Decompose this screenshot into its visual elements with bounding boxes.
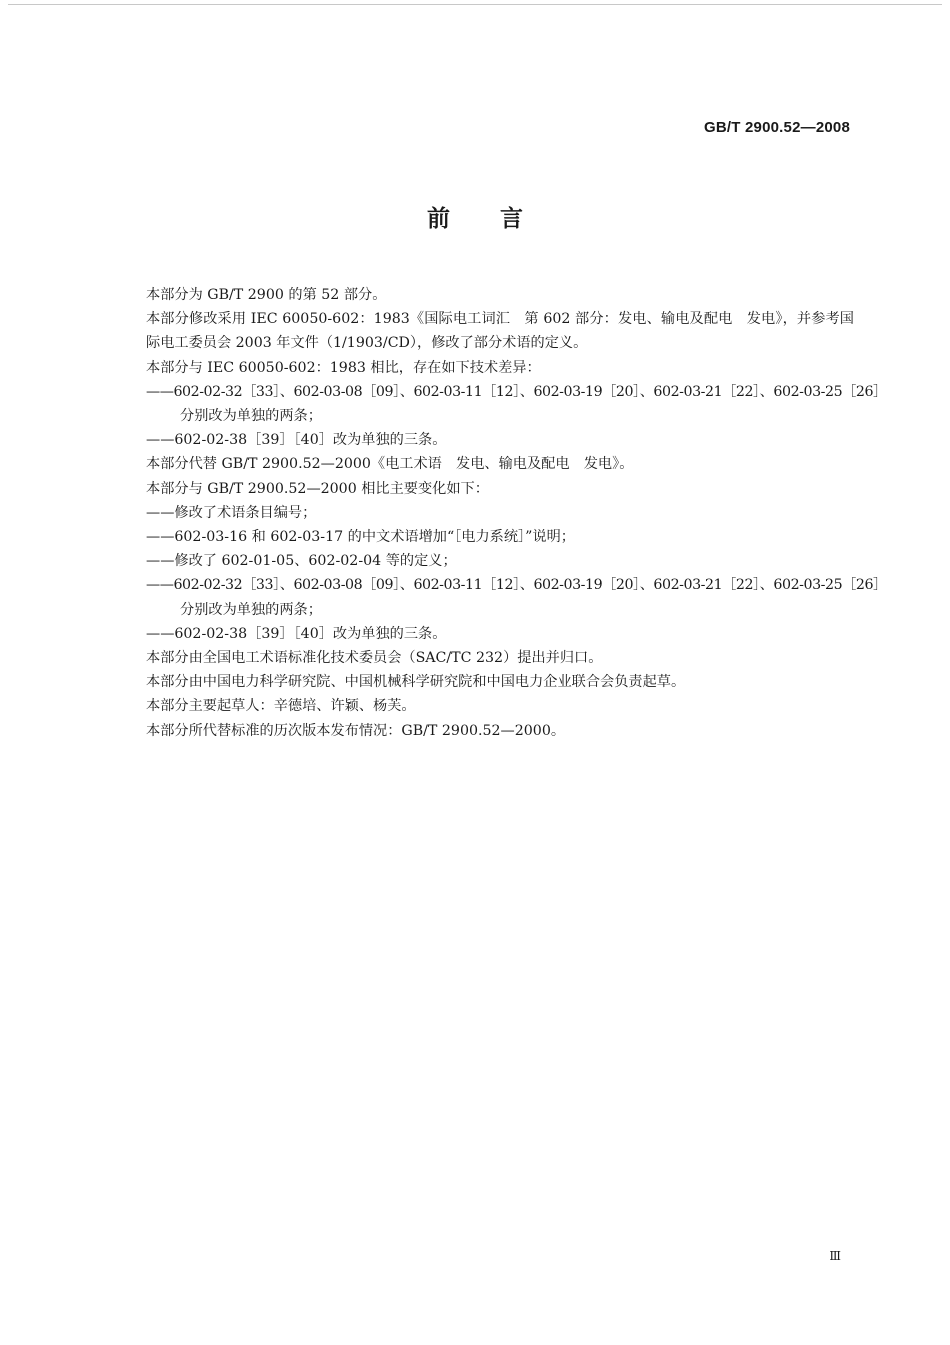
page-number: Ⅲ <box>829 1249 842 1263</box>
list-item: ——修改了 602-01-05、602-02-04 等的定义； <box>146 553 457 570</box>
paragraph: 本部分为 GB/T 2900 的第 52 部分。 <box>146 287 387 303</box>
paragraph: 本部分与 GB/T 2900.52—2000 相比主要变化如下： <box>146 480 489 497</box>
paragraph: 本部分所代替标准的历次版本发布情况：GB/T 2900.52—2000。 <box>146 722 566 739</box>
paragraph: 本部分由全国电工术语标准化技术委员会（SAC/TC 232）提出并归口。 <box>146 650 603 667</box>
list-item: ——602-02-38［39］［40］改为单独的三条。 <box>146 625 447 642</box>
page-title: 前言 <box>427 205 573 232</box>
paragraph: 本部分由中国电力科学研究院、中国机械科学研究院和中国电力企业联合会负责起草。 <box>146 674 686 691</box>
list-item-continuation: 分别改为单独的两条； <box>180 408 322 425</box>
paragraph: 本部分代替 GB/T 2900.52—2000《电工术语 发电、输电及配电 发电》。 <box>146 456 634 473</box>
page-top-rule <box>8 4 942 5</box>
paragraph: 本部分与 IEC 60050-602：1983 相比，存在如下技术差异： <box>146 359 541 376</box>
list-item: ——修改了术语条目编号； <box>146 504 317 521</box>
foreword-body <box>114 283 887 743</box>
list-item: ——602-03-16 和 602-03-17 的中文术语增加“［电力系统］”说明； <box>146 529 575 546</box>
paragraph: 本部分主要起草人：辛德培、许颖、杨芙。 <box>146 698 416 715</box>
standard-code: GB/T 2900.52—2008 <box>704 119 850 136</box>
list-item: ——602-02-32［33］、602-03-08［09］、602-03-11［12］、602-03-19［20］、602-03-21［22］、602-03-25［26］ <box>146 577 887 594</box>
paragraph: 本部分修改采用 IEC 60050-602：1983《国际电工词汇 第 602 部分：发电、输电及配电 发电》，并参考国际电工委员会 2003 年文件（1/1903/CD），修改了部分术语的定义。 <box>146 311 854 352</box>
list-item: ——602-02-32［33］、602-03-08［09］、602-03-11［12］、602-03-19［20］、602-03-21［22］、602-03-25［26］ <box>146 383 887 400</box>
list-item: ——602-02-38［39］［40］改为单独的三条。 <box>146 432 447 449</box>
list-item-continuation: 分别改为单独的两条； <box>180 601 322 618</box>
